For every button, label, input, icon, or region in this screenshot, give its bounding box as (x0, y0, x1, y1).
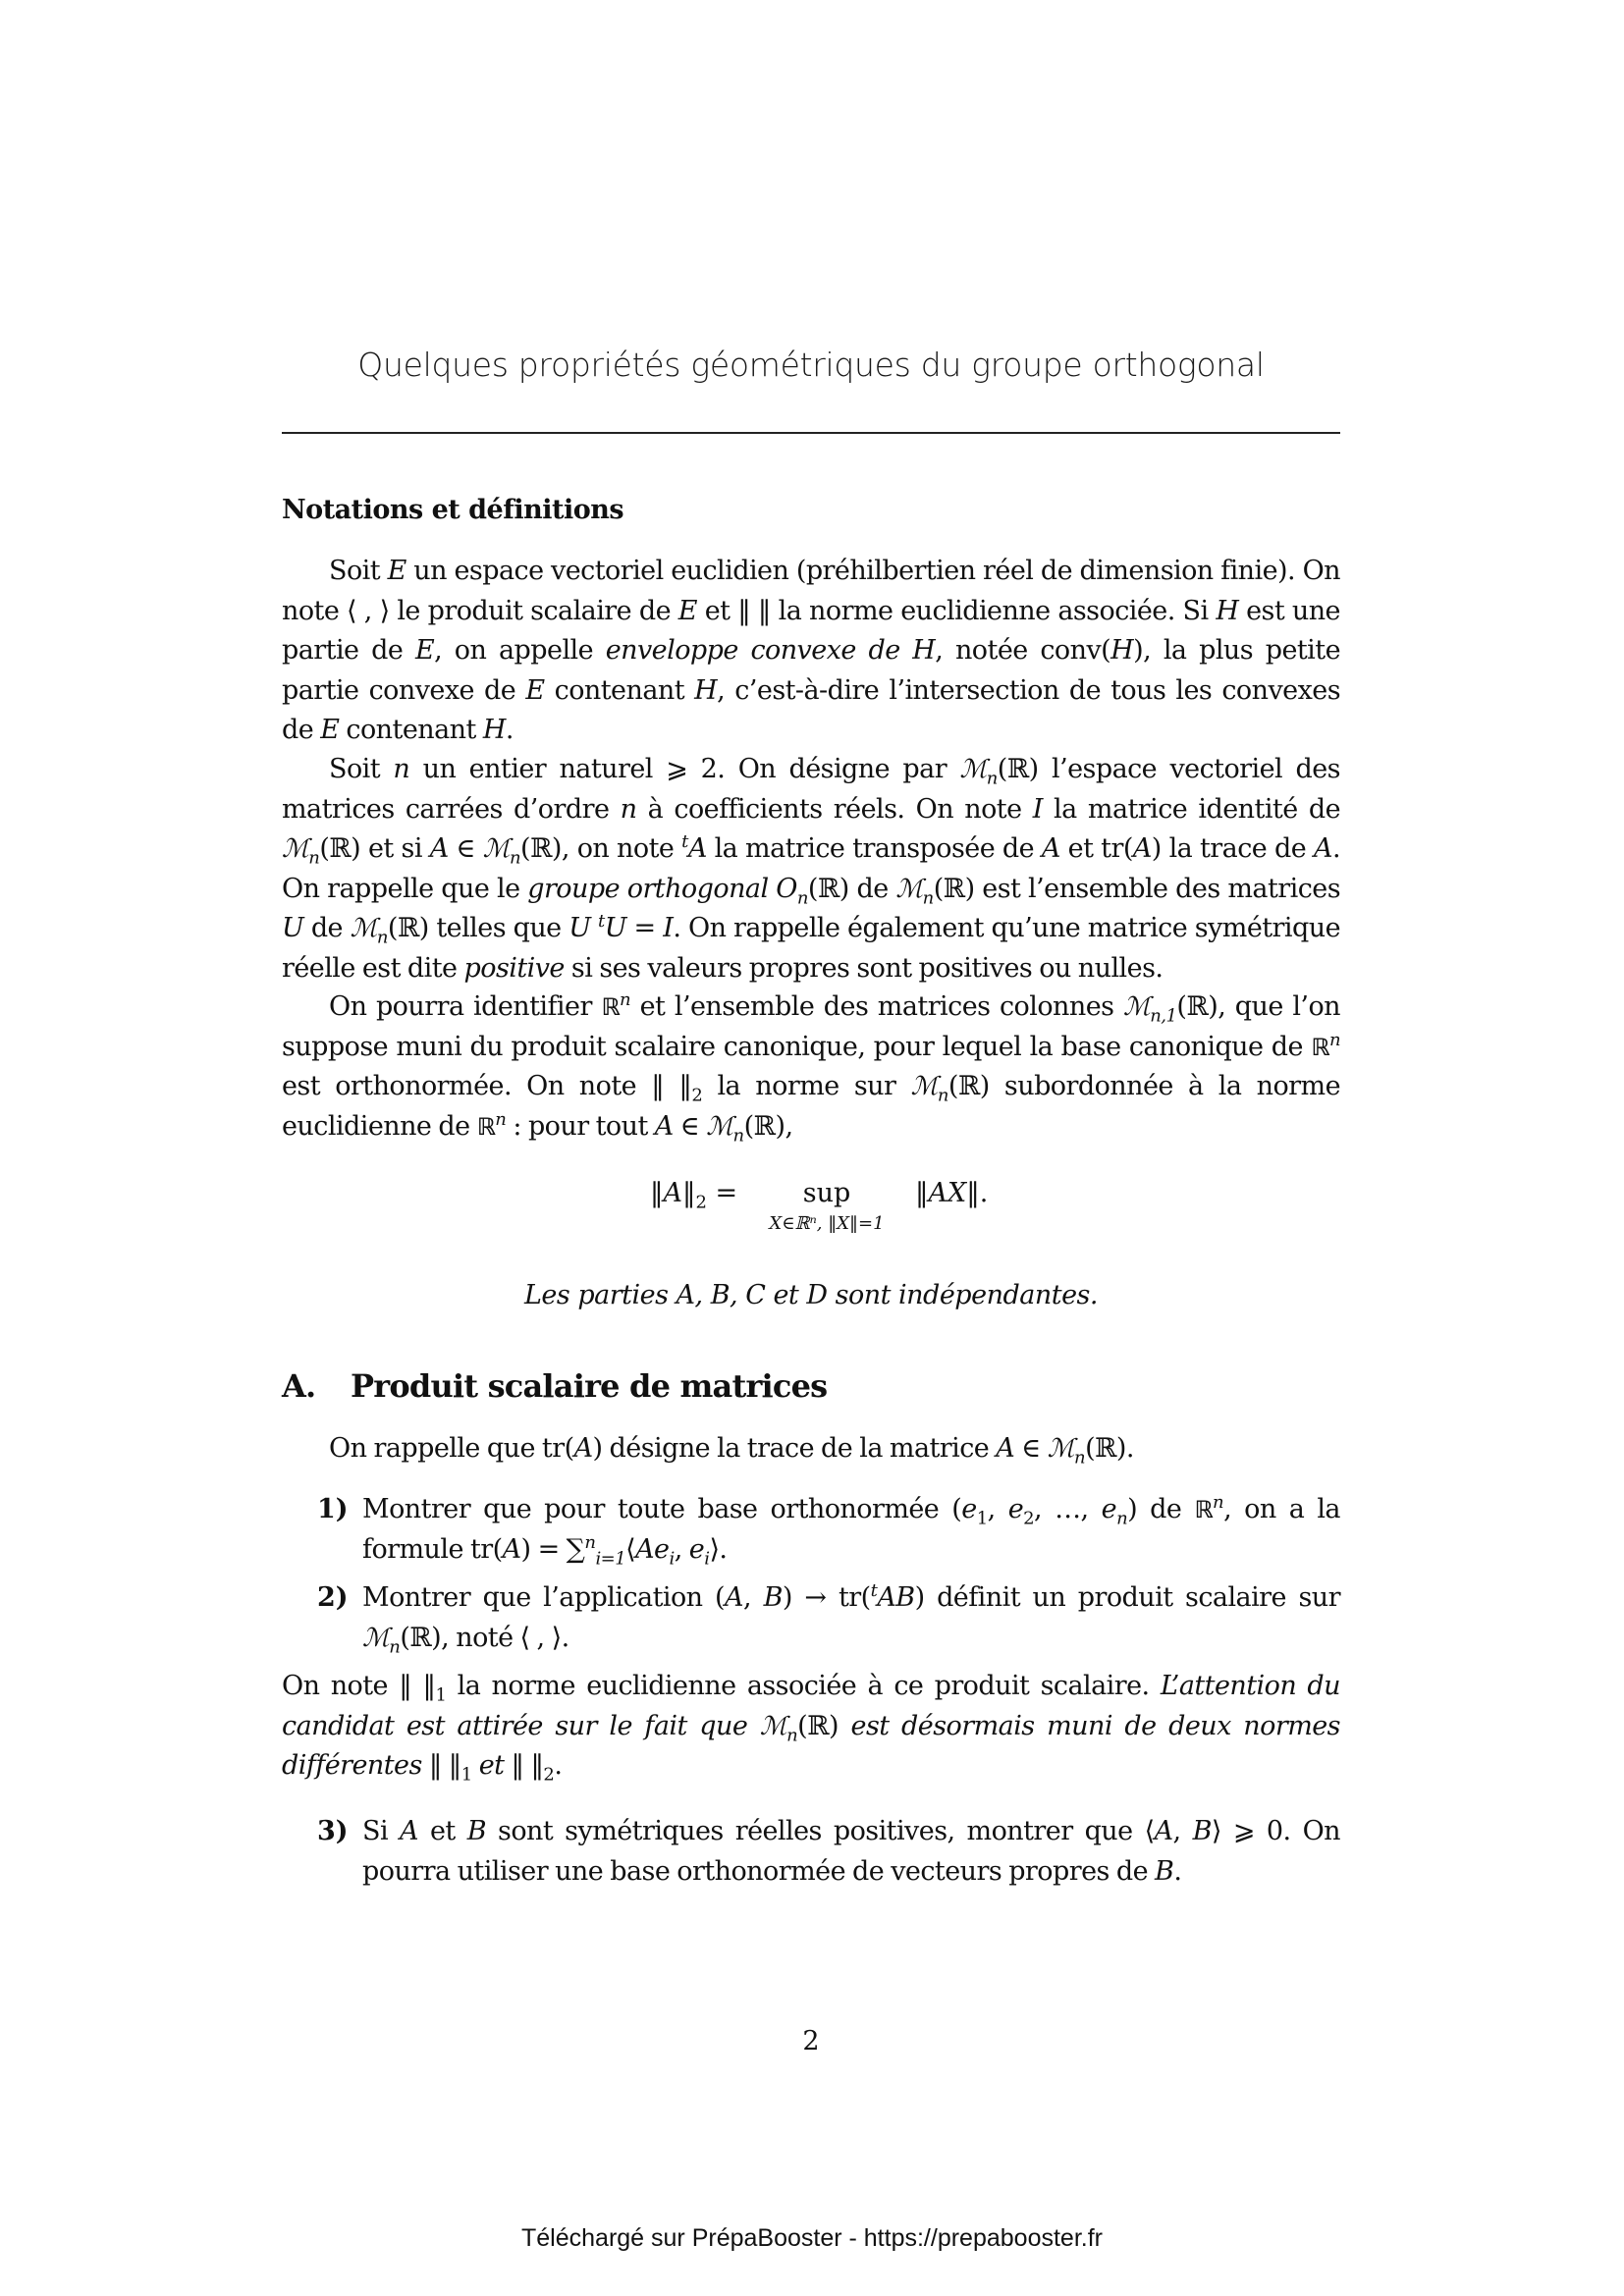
question-text: Montrer que l’application (A, B) → tr($^t$AB) définit un produit scalaire sur ℳ$_n$(ℝ), noté ⟨ , ⟩. (362, 1580, 1340, 1657)
formula-lhs: $‖A‖_2$ = (650, 1178, 738, 1213)
independence-note: Les parties A, B, C et D sont indépendantes. (524, 1280, 1098, 1310)
question-number: 3) (317, 1816, 349, 1846)
paragraph-matrices: Soit n un entier naturel ⩾ 2. On désigne par ℳ$_n$(ℝ) l’espace vectoriel des matrices carrées d’ordre n à coefficients réels. On note I la matrice identité de ℳ$_n$(ℝ) et si A ∈ ℳ$_n$(ℝ), on note $^t$A la matrice transposée de A et tr(A) la trace de A. On rappelle que le groupe orthogonal $O_n(ℝ)$ de ℳ$_n$(ℝ) est l’ensemble des matrices U de ℳ$_n$(ℝ) telles que U $^t$U = I. On rappelle également qu’une matrice symétrique réelle est dite positive si ses valeurs propres sont positives ou nulles. (282, 754, 1341, 984)
section-a-heading: A. Produit scalaire de matrices (282, 1367, 828, 1405)
question-number: 2) (317, 1582, 349, 1613)
paragraph-subordinate-norm: On pourra identifier ℝ$^n$ et l’ensemble des matrices colonnes ℳ$_{n,1}$(ℝ), que l’on suppose muni du produit scalaire canonique, pour lequel la base canonique de ℝ$^n$ est orthonormée. On note ‖ $‖_2$ la norme sur ℳ$_n$(ℝ) subordonnée à la norme euclidienne de ℝ$^n$ : pour tout A ∈ ℳ$_n$(ℝ), (282, 989, 1341, 1146)
question-2 (282, 1578, 1340, 1658)
norm-remark: On note ‖ $‖_1$ la norme euclidienne associée à ce produit scalaire. L’attention du candidat est attirée sur le fait que ℳ$_n$(ℝ) est désormais muni de deux normes différentes ‖ $‖_1$ et ‖ $‖_2$. (282, 1671, 1341, 1786)
document-title: Quelques propriétés géométriques du groupe orthogonal (357, 346, 1265, 384)
formula-sup-operator: sup X∈ℝⁿ, ‖X‖=1 (769, 1178, 885, 1234)
question-1 (282, 1490, 1340, 1570)
formula-rhs: ‖AX‖. (915, 1178, 989, 1208)
question-text: Montrer que pour toute base orthonormée ($e_1$, $e_2$, …, $e_n$) de ℝ$^n$, on a la formule $tr(A) = \sum^n_{i=1}⟨Ae_i$, $e_i⟩$. (362, 1492, 1340, 1569)
question-text: Si A et B sont symétriques réelles positives, montrer que ⟨A, B⟩ ⩾ 0. On pourra utiliser une base orthonormée de vecteurs propres de B. (362, 1816, 1341, 1887)
header-divider (282, 432, 1340, 434)
section-a-intro: On rappelle que tr(A) désigne la trace de la matrice A ∈ ℳ$_n$(ℝ). (329, 1433, 1134, 1468)
page-number: 2 (802, 2026, 820, 2056)
question-number: 1) (317, 1494, 349, 1524)
norm-definition-formula (282, 1168, 1340, 1247)
notations-heading: Notations et définitions (282, 495, 624, 525)
paragraph-euclidean-space: Soit E un espace vectoriel euclidien (préhilbertien réel de dimension finie). On note ⟨ , ⟩ le produit scalaire de E et ‖ ‖ la norme euclidienne associée. Si H est une partie de E, on appelle enveloppe convexe de H, notée conv(H), la plus petite partie convexe de E contenant H, c’est-à-dire l’intersection de tous les convexes de E contenant H. (282, 556, 1341, 745)
download-footer: Téléchargé sur PrépaBooster - https://prepabooster.fr (521, 2224, 1103, 2252)
question-3 (282, 1812, 1340, 1892)
